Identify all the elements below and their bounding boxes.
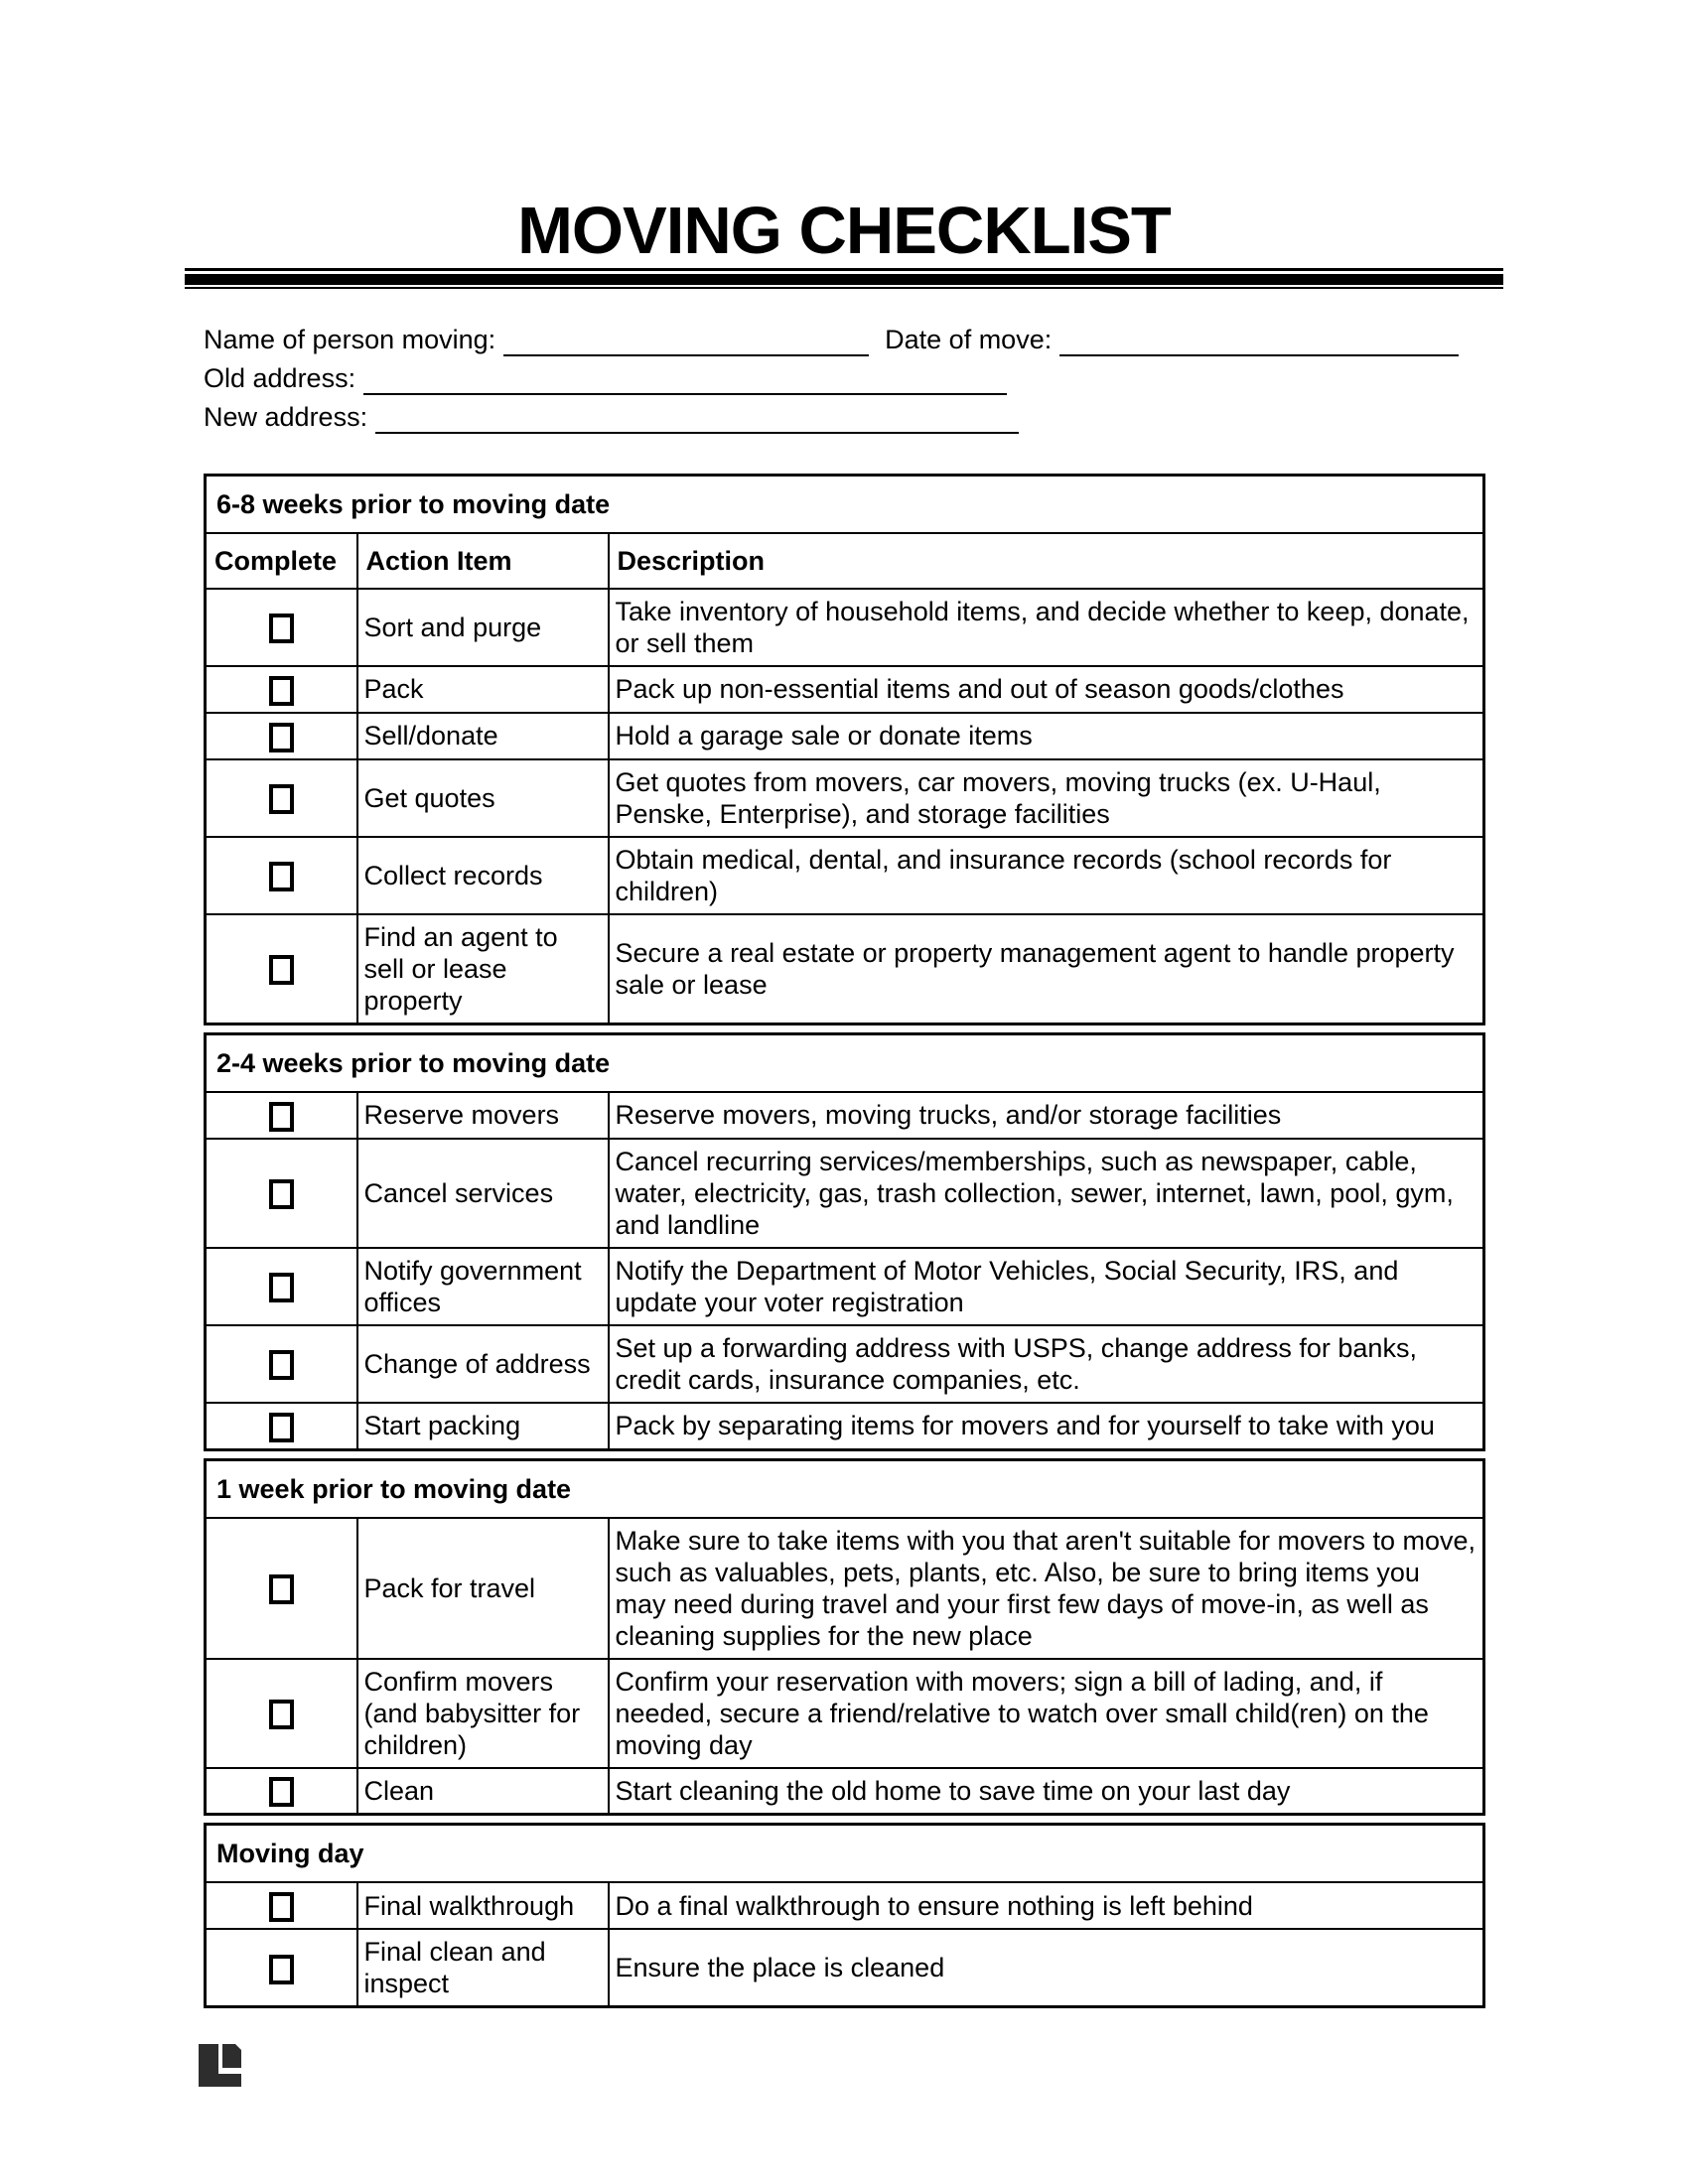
action-item-label: Clean <box>363 1775 435 1806</box>
section-header-row <box>206 476 1484 534</box>
description-cell <box>609 1248 1484 1325</box>
old-address-field-line[interactable] <box>363 365 1007 395</box>
action-item-cell <box>357 1139 609 1248</box>
section-header-row <box>206 1459 1484 1518</box>
checklist-section <box>204 1032 1485 1451</box>
action-item-label: Collect records <box>363 860 543 890</box>
old-address-label: Old address: <box>204 363 356 393</box>
description-text: Ensure the place is cleaned <box>615 1953 945 1983</box>
action-item-cell <box>357 1325 609 1403</box>
complete-cell <box>206 1518 357 1659</box>
table-row <box>206 713 1484 759</box>
description-text: Secure a real estate or property management agent to handle property sale or lease <box>615 937 1455 1000</box>
description-text: Set up a forwarding address with USPS, change address for banks, credit cards, insurance companies, etc. <box>615 1332 1417 1395</box>
complete-cell <box>206 1325 357 1403</box>
column-header-complete: Complete <box>206 533 357 589</box>
description-text: Pack by separating items for movers and for yourself to take with you <box>615 1411 1435 1441</box>
column-header-row <box>206 533 1484 589</box>
table-row <box>206 914 1484 1024</box>
action-item-cell <box>357 1403 609 1449</box>
complete-cell <box>206 713 357 759</box>
table-row <box>206 1882 1484 1929</box>
checkbox[interactable] <box>269 723 294 752</box>
table-row <box>206 1768 1484 1815</box>
new-address-field-line[interactable] <box>375 404 1019 434</box>
action-item-cell <box>357 837 609 914</box>
action-item-cell <box>357 759 609 837</box>
action-item-label: Sort and purge <box>363 613 542 642</box>
description-cell <box>609 759 1484 837</box>
name-field-line[interactable] <box>503 327 869 356</box>
complete-cell <box>206 1929 357 2007</box>
action-item-label: Pack for travel <box>363 1572 536 1603</box>
table-row <box>206 589 1484 666</box>
complete-cell <box>206 759 357 837</box>
description-text: Notify the Department of Motor Vehicles, Social Security, IRS, and update your voter registration <box>615 1255 1399 1317</box>
description-text: Cancel recurring services/memberships, such as newspaper, cable, water, electricity, gas, trash collection, sewer, internet, lawn, pool, gym, and landline <box>615 1146 1454 1240</box>
action-item-label: Find an agent to sell or lease property <box>363 921 558 1016</box>
description-text: Confirm your reservation with movers; sign a bill of lading, and, if needed, secure a friend/relative to watch over small child(ren) on the moving day <box>615 1666 1429 1760</box>
description-cell <box>609 1325 1484 1403</box>
description-cell <box>609 1403 1484 1449</box>
description-cell <box>609 1092 1484 1139</box>
complete-cell <box>206 914 357 1024</box>
new-address-label: New address: <box>204 402 368 432</box>
description-text: Do a final walkthrough to ensure nothing is left behind <box>615 1890 1253 1921</box>
complete-cell <box>206 666 357 713</box>
column-header-action-item: Action Item <box>357 533 609 589</box>
table-row <box>206 1092 1484 1139</box>
table-row <box>206 1139 1484 1248</box>
description-text: Take inventory of household items, and decide whether to keep, donate, or sell them <box>615 597 1470 658</box>
action-item-label: Get quotes <box>363 782 495 813</box>
action-item-cell <box>357 1768 609 1815</box>
action-item-label: Pack <box>363 674 424 705</box>
checkbox[interactable] <box>269 1102 294 1132</box>
description-cell <box>609 1518 1484 1659</box>
description-cell <box>609 837 1484 914</box>
action-item-cell <box>357 1882 609 1929</box>
form-fields <box>204 323 1688 434</box>
section-header-row <box>206 1033 1484 1092</box>
description-cell <box>609 1882 1484 1929</box>
description-cell <box>609 589 1484 666</box>
action-item-cell <box>357 914 609 1024</box>
complete-cell <box>206 1139 357 1248</box>
complete-cell <box>206 1659 357 1768</box>
checkbox[interactable] <box>269 1350 294 1380</box>
table-row <box>206 1325 1484 1403</box>
action-item-label: Cancel services <box>363 1177 554 1208</box>
legal-templates-logo <box>199 2044 241 2087</box>
action-item-label: Sell/donate <box>363 721 498 751</box>
action-item-label: Confirm movers (and babysitter for children) <box>363 1666 581 1760</box>
action-item-cell <box>357 713 609 759</box>
complete-cell <box>206 1882 357 1929</box>
description-text: Start cleaning the old home to save time on your last day <box>615 1775 1291 1806</box>
checkbox[interactable] <box>269 614 294 643</box>
checkbox[interactable] <box>269 1777 294 1807</box>
description-cell <box>609 1139 1484 1248</box>
complete-cell <box>206 1248 357 1325</box>
name-label: Name of person moving: <box>204 325 496 354</box>
complete-cell <box>206 1403 357 1449</box>
action-item-cell <box>357 1092 609 1139</box>
page-title: MOVING CHECKLIST <box>517 194 1171 268</box>
description-cell <box>609 713 1484 759</box>
description-cell <box>609 1929 1484 2007</box>
checklist-section <box>204 1823 1485 2008</box>
moving-checklist-table <box>204 474 1482 2008</box>
checklist-section <box>204 1458 1485 1817</box>
date-label: Date of move: <box>885 325 1053 354</box>
action-item-label: Reserve movers <box>363 1100 560 1131</box>
checkbox[interactable] <box>269 784 294 814</box>
action-item-label: Final clean and inspect <box>363 1937 546 1999</box>
checkbox[interactable] <box>269 1892 294 1922</box>
complete-cell <box>206 1768 357 1815</box>
description-cell <box>609 914 1484 1024</box>
section-header-title: 1 week prior to moving date <box>206 1459 1484 1518</box>
table-row <box>206 1518 1484 1659</box>
description-text: Make sure to take items with you that aren't suitable for movers to move, such as valuables, pets, plants, etc. Also, be sure to bring items you may need during travel and your first few days of move-in, as well as cleaning supplies for the new place <box>615 1525 1477 1651</box>
table-row <box>206 837 1484 914</box>
description-text: Obtain medical, dental, and insurance records (school records for children) <box>615 844 1392 906</box>
complete-cell <box>206 589 357 666</box>
action-item-cell <box>357 666 609 713</box>
checkbox[interactable] <box>269 676 294 706</box>
checkbox[interactable] <box>269 1413 294 1442</box>
checkbox[interactable] <box>269 862 294 891</box>
date-field-line[interactable] <box>1059 327 1459 356</box>
action-item-cell <box>357 589 609 666</box>
description-text: Reserve movers, moving trucks, and/or storage facilities <box>615 1100 1282 1131</box>
table-row <box>206 1248 1484 1325</box>
checkbox[interactable] <box>269 1700 294 1729</box>
table-row <box>206 666 1484 713</box>
table-row <box>206 1403 1484 1449</box>
description-cell <box>609 666 1484 713</box>
checkbox[interactable] <box>269 1955 294 1984</box>
section-header-title: 2-4 weeks prior to moving date <box>206 1033 1484 1092</box>
action-item-label: Change of address <box>363 1348 591 1379</box>
complete-cell <box>206 1092 357 1139</box>
description-cell <box>609 1659 1484 1768</box>
column-header-description: Description <box>609 533 1484 589</box>
action-item-label: Notify government offices <box>363 1255 582 1317</box>
description-cell <box>609 1768 1484 1815</box>
checklist-section <box>204 474 1485 1025</box>
action-item-cell <box>357 1248 609 1325</box>
description-text: Hold a garage sale or donate items <box>615 721 1033 751</box>
description-text: Get quotes from movers, car movers, moving trucks (ex. U-Haul, Penske, Enterprise), and storage facilities <box>615 766 1381 829</box>
table-row <box>206 1659 1484 1768</box>
table-row <box>206 759 1484 837</box>
action-item-label: Start packing <box>363 1411 521 1441</box>
section-header-title: Moving day <box>206 1825 1484 1883</box>
checkbox[interactable] <box>269 1179 294 1209</box>
section-header-row <box>206 1825 1484 1883</box>
section-header-title: 6-8 weeks prior to moving date <box>206 476 1484 534</box>
action-item-cell <box>357 1659 609 1768</box>
action-item-cell <box>357 1929 609 2007</box>
complete-cell <box>206 837 357 914</box>
new-address-row <box>204 400 1688 434</box>
description-text: Pack up non-essential items and out of season goods/clothes <box>615 674 1344 705</box>
name-and-date-row <box>204 323 1688 356</box>
action-item-label: Final walkthrough <box>363 1890 575 1921</box>
old-address-row <box>204 361 1688 395</box>
table-row <box>206 1929 1484 2007</box>
checkbox[interactable] <box>269 1574 294 1604</box>
action-item-cell <box>357 1518 609 1659</box>
checkbox[interactable] <box>269 1273 294 1302</box>
title-rule <box>185 268 1503 289</box>
checkbox[interactable] <box>269 955 294 985</box>
